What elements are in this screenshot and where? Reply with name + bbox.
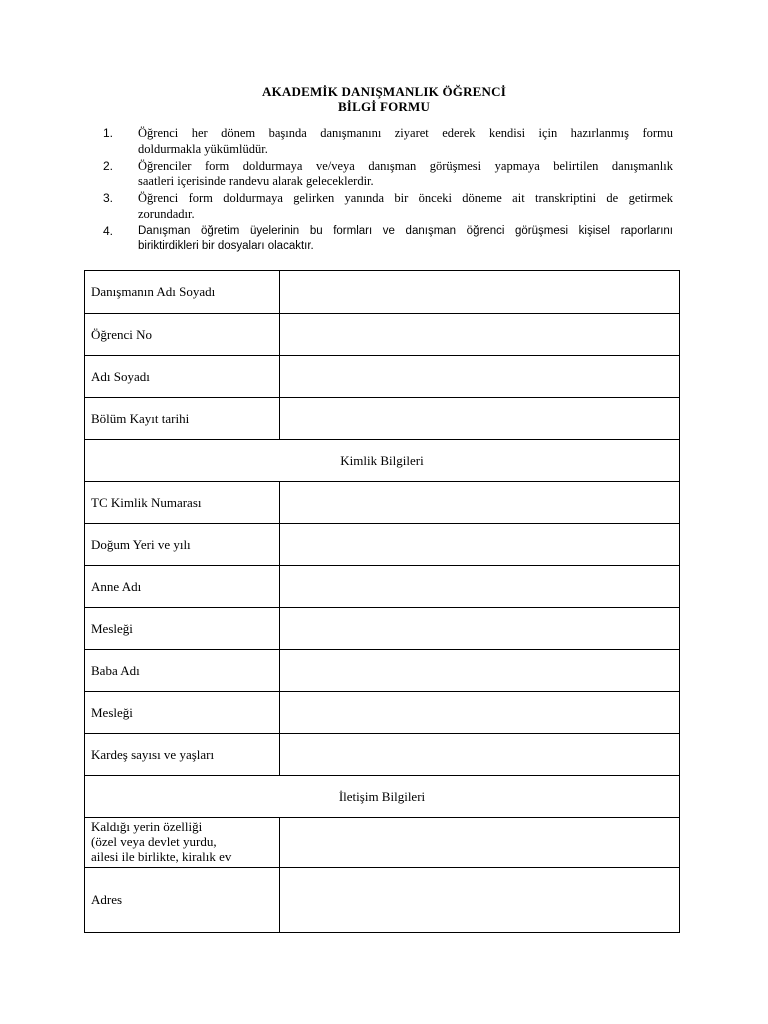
identity-section-header: Kimlik Bilgileri <box>85 440 680 482</box>
mother-name-field[interactable] <box>280 566 680 608</box>
father-name-field[interactable] <box>280 650 680 692</box>
instruction-text-line: Öğrenciler form doldurmaya ve/veya danışman görüşmesi yapmaya belirtilen danışmanlık <box>138 158 673 173</box>
father-name-label: Baba Adı <box>85 650 280 692</box>
instruction-text-line: Öğrenci her dönem başında danışmanını ziyaret ederek kendisi için hazırlanmış formu <box>138 126 673 140</box>
registration-date-field[interactable] <box>280 398 680 440</box>
table-row <box>85 398 680 440</box>
registration-date-label: Bölüm Kayıt tarihi <box>85 398 280 440</box>
instruction-text-line: biriktirdikleri bir dosyaları olacaktır. <box>138 240 314 252</box>
table-row <box>85 314 680 356</box>
tc-id-field[interactable] <box>280 482 680 524</box>
residence-type-label <box>85 818 280 868</box>
birth-place-year-field[interactable] <box>280 524 680 566</box>
instruction-number: 2. <box>103 158 114 173</box>
mother-job-field[interactable] <box>280 608 680 650</box>
instruction-text-line: Öğrenci form doldurmaya gelirken yanında bir önceki döneme ait transkriptini de getirmek <box>138 191 673 205</box>
table-row <box>85 524 680 566</box>
tc-id-label: TC Kimlik Numarası <box>85 482 280 524</box>
address-field[interactable] <box>280 868 680 933</box>
father-job-label: Mesleği <box>85 692 280 734</box>
table-row <box>85 440 680 482</box>
table-row <box>85 734 680 776</box>
advisor-name-field[interactable] <box>280 271 680 314</box>
birth-place-year-label: Doğum Yeri ve yılı <box>85 524 280 566</box>
contact-section-header: İletişim Bilgileri <box>85 776 680 818</box>
form-title <box>0 84 768 114</box>
table-row <box>85 868 680 933</box>
instructions-list <box>103 126 673 256</box>
student-no-label: Öğrenci No <box>85 314 280 356</box>
advisor-name-label: Danışmanın Adı Soyadı <box>85 271 280 314</box>
residence-type-field[interactable] <box>280 818 680 868</box>
instruction-number: 4. <box>103 223 114 238</box>
instruction-text-line: saatleri içerisinde randevu alarak geleceklerdir. <box>138 174 374 188</box>
address-label: Adres <box>85 868 280 933</box>
mother-job-label: Mesleği <box>85 608 280 650</box>
instruction-item <box>103 224 673 255</box>
instruction-item <box>103 126 673 157</box>
form-title-line2: BİLGİ FORMU <box>337 99 431 114</box>
instruction-text-line: Danışman öğretim üyelerinin bu formları ve danışman öğrenci görüşmesi kişisel raporlarını <box>138 224 673 237</box>
residence-label-line: Kaldığı yerin özelliği <box>91 819 203 834</box>
siblings-field[interactable] <box>280 734 680 776</box>
table-row <box>85 818 680 868</box>
table-row <box>85 692 680 734</box>
table-row <box>85 566 680 608</box>
siblings-label: Kardeş sayısı ve yaşları <box>85 734 280 776</box>
student-no-field[interactable] <box>280 314 680 356</box>
instruction-item <box>103 159 673 190</box>
form-title-line1: AKADEMİK DANIŞMANLIK ÖĞRENCİ <box>262 84 506 99</box>
table-row <box>85 776 680 818</box>
residence-label-line: ailesi ile birlikte, kiralık ev <box>91 849 232 864</box>
table-row <box>85 608 680 650</box>
instruction-text-line: doldurmakla yükümlüdür. <box>138 141 268 156</box>
instruction-item <box>103 191 673 222</box>
table-row <box>85 482 680 524</box>
table-row <box>85 271 680 314</box>
instruction-text-line: zorundadır. <box>138 206 195 221</box>
mother-name-label: Anne Adı <box>85 566 280 608</box>
student-info-table <box>84 270 680 933</box>
table-row <box>85 650 680 692</box>
father-job-field[interactable] <box>280 692 680 734</box>
residence-label-line: (özel veya devlet yurdu, <box>91 834 217 849</box>
instruction-number: 1. <box>103 126 114 140</box>
instruction-number: 3. <box>103 191 114 205</box>
full-name-field[interactable] <box>280 356 680 398</box>
full-name-label: Adı Soyadı <box>85 356 280 398</box>
table-row <box>85 356 680 398</box>
